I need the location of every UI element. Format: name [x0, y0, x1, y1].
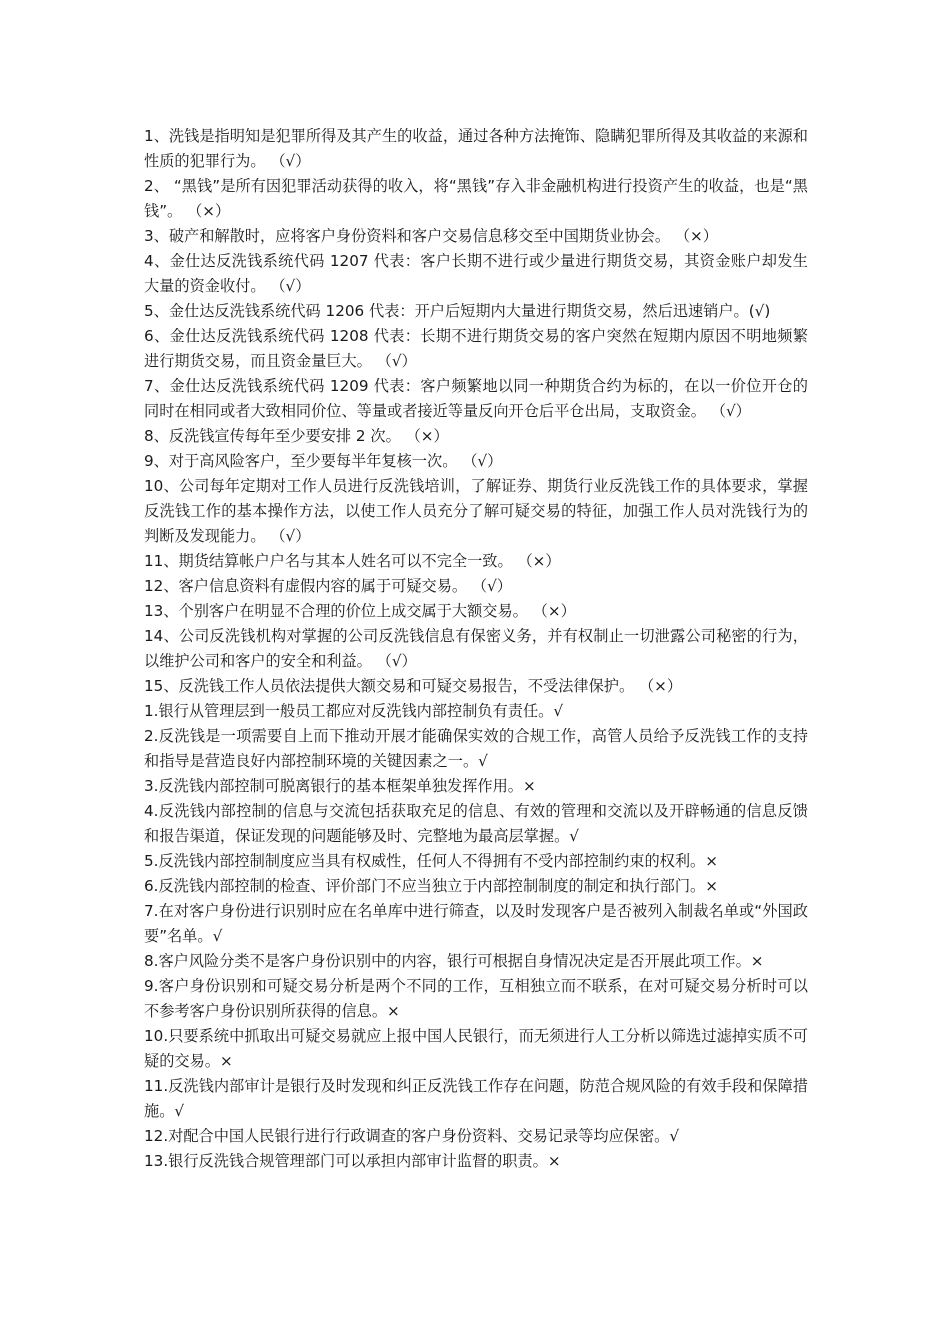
bank-question-12: 12.对配合中国人民银行进行行政调查的客户身份资料、交易记录等均应保密。√ [144, 1127, 680, 1145]
document-body [144, 124, 808, 1174]
bank-question-11: 11.反洗钱内部审计是银行及时发现和纠正反洗钱工作存在问题，防范合规风险的有效手段和保障措施。√ [144, 1077, 808, 1120]
question-3: 3、破产和解散时，应将客户身份资料和客户交易信息移交至中国期货业协会。 （×） [144, 227, 718, 245]
question-8: 8、反洗钱宣传每年至少要安排 2 次。 （×） [144, 427, 449, 445]
bank-question-2: 2.反洗钱是一项需要自上而下推动开展才能确保实效的合规工作，高管人员给予反洗钱工作的支持和指导是营造良好内部控制环境的关键因素之一。√ [144, 727, 808, 770]
question-2: 2、 “黑钱”是所有因犯罪活动获得的收入，将“黑钱”存入非金融机构进行投资产生的收益，也是“黑钱”。 （×） [144, 177, 808, 220]
bank-question-3: 3.反洗钱内部控制可脱离银行的基本框架单独发挥作用。× [144, 777, 536, 795]
question-12: 12、客户信息资料有虚假内容的属于可疑交易。 （√） [144, 577, 512, 595]
question-1: 1、洗钱是指明知是犯罪所得及其产生的收益，通过各种方法掩饰、隐瞒犯罪所得及其收益的来源和性质的犯罪行为。 （√） [144, 127, 808, 170]
question-15: 15、反洗钱工作人员依法提供大额交易和可疑交易报告，不受法律保护。 （×） [144, 677, 683, 695]
question-10: 10、公司每年定期对工作人员进行反洗钱培训，了解证券、期货行业反洗钱工作的具体要求，掌握反洗钱工作的基本操作方法，以使工作人员充分了解可疑交易的特征，加强工作人员对洗钱行为的判断及发现能力。 （√） [144, 477, 808, 545]
bank-question-13: 13.银行反洗钱合规管理部门可以承担内部审计监督的职责。× [144, 1152, 561, 1170]
bank-question-6: 6.反洗钱内部控制的检查、评价部门不应当独立于内部控制制度的制定和执行部门。× [144, 877, 718, 895]
question-7: 7、金仕达反洗钱系统代码 1209 代表：客户频繁地以同一种期货合约为标的，在以一价位开仓的同时在相同或者大致相同价位、等量或者接近等量反向开仓后平仓出局，支取资金。 （√） [144, 377, 808, 420]
question-5: 5、金仕达反洗钱系统代码 1206 代表：开户后短期内大量进行期货交易，然后迅速销户。(√) [144, 302, 771, 320]
bank-question-9: 9.客户身份识别和可疑交易分析是两个不同的工作，互相独立而不联系，在对可疑交易分析时可以不参考客户身份识别所获得的信息。× [144, 977, 808, 1020]
question-9: 9、对于高风险客户，至少要每半年复核一次。 （√） [144, 452, 503, 470]
bank-question-7: 7.在对客户身份进行识别时应在名单库中进行筛查，以及时发现客户是否被列入制裁名单或“外国政要”名单。√ [144, 902, 808, 945]
question-6: 6、金仕达反洗钱系统代码 1208 代表：长期不进行期货交易的客户突然在短期内原因不明地频繁进行期货交易，而且资金量巨大。 （√） [144, 327, 808, 370]
question-11: 11、期货结算帐户户名与其本人姓名可以不完全一致。 （×） [144, 552, 561, 570]
bank-question-10: 10.只要系统中抓取出可疑交易就应上报中国人民银行，而无须进行人工分析以筛选过滤掉实质不可疑的交易。× [144, 1027, 808, 1070]
question-14: 14、公司反洗钱机构对掌握的公司反洗钱信息有保密义务，并有权制止一切泄露公司秘密的行为，以维护公司和客户的安全和利益。 （√） [144, 627, 808, 670]
bank-question-4: 4.反洗钱内部控制的信息与交流包括获取充足的信息、有效的管理和交流以及开辟畅通的信息反馈和报告渠道，保证发现的问题能够及时、完整地为最高层掌握。√ [144, 802, 808, 845]
question-4: 4、金仕达反洗钱系统代码 1207 代表：客户长期不进行或少量进行期货交易，其资金账户却发生大量的资金收付。 （√） [144, 252, 808, 295]
bank-question-5: 5.反洗钱内部控制制度应当具有权威性，任何人不得拥有不受内部控制约束的权利。× [144, 852, 718, 870]
bank-question-8: 8.客户风险分类不是客户身份识别中的内容，银行可根据自身情况决定是否开展此项工作。× [144, 952, 764, 970]
question-13: 13、个别客户在明显不合理的价位上成交属于大额交易。 （×） [144, 602, 576, 620]
bank-question-1: 1.银行从管理层到一般员工都应对反洗钱内部控制负有责任。√ [144, 702, 564, 720]
